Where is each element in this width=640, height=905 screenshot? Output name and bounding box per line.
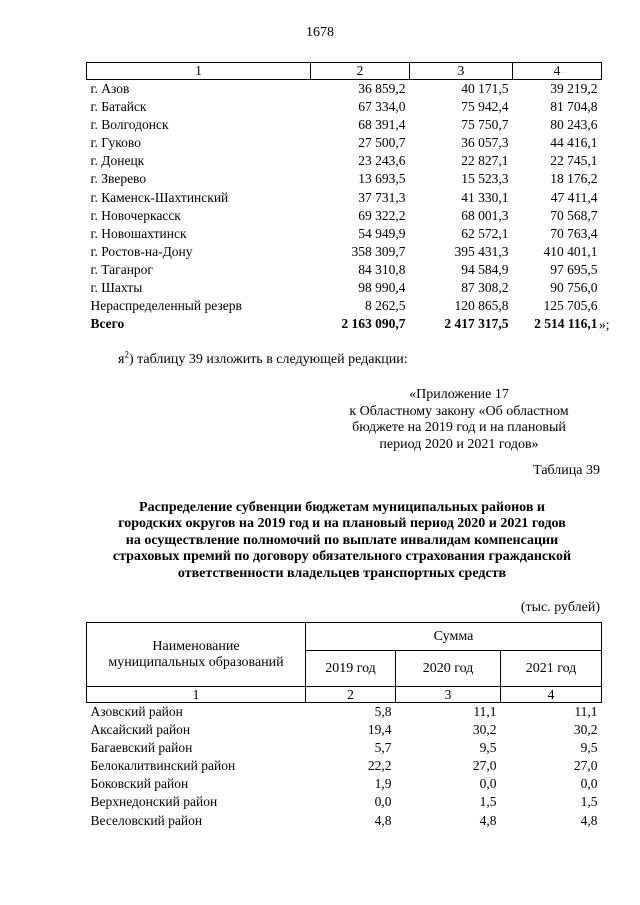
amount-cell: 75 942,4 [461,99,509,115]
amount-cell: 0,0 [374,794,392,810]
header-cell: 3 [410,63,513,80]
amount-cell: 47 411,4 [550,189,598,205]
municipality-cell: г. Новочеркасск [90,207,181,223]
amount-cell: 70 763,4 [550,225,598,241]
amount-cell: 75 750,7 [461,117,509,133]
municipality-cell: г. Шахты [90,280,143,296]
amendment-instruction [118,349,408,368]
table-row [87,225,602,243]
amount-cell: 4,8 [374,812,392,828]
amount-cell: 2 163 090,7 [341,316,406,332]
amount-cell: 90 756,0 [550,280,598,296]
amount-cell: 4,8 [479,812,497,828]
title-line: на осуществление полномочий по выплате инвалидам компенсации [125,532,559,548]
amount-cell: 94 584,9 [461,261,509,277]
column-number-row [87,687,602,703]
amount-cell: 87 308,2 [461,280,509,296]
amendment-superscript: 2 [124,349,129,360]
amount-cell: 9,5 [580,740,598,756]
amount-cell: 41 330,1 [461,189,509,205]
municipality-cell: Азовский район [90,704,183,719]
appendix-reference [318,387,600,453]
municipality-cell: г. Ростов-на-Дону [90,243,193,259]
appendix-line: к Областному закону «Об областном [349,403,569,419]
amount-cell: 19,4 [367,722,392,738]
amount-cell: 358 309,7 [351,243,406,259]
table-row [87,757,602,775]
table-row [87,297,602,315]
table-row [87,134,602,152]
table-row [87,98,602,116]
amount-cell: 62 572,1 [461,225,509,241]
amount-cell: 0,0 [580,776,598,792]
amount-cell: 9,5 [479,740,497,756]
amount-cell: 37 731,3 [358,189,406,205]
title-line: городских округов на 2019 год и на плановый период 2020 и 2021 годов [118,516,566,532]
year-header: 2021 год [501,651,602,687]
table-row [87,721,602,739]
column-number: 4 [501,687,602,703]
amount-cell: 97 695,5 [550,261,598,277]
total-row [87,315,602,333]
page-number: 1678 [306,25,334,40]
appendix-line: период 2020 и 2021 годов» [379,436,539,452]
municipality-cell: г. Азов [90,81,130,96]
amendment-text: ) таблицу 39 изложить в следующей редакции: [128,352,408,367]
amount-cell: 8 262,5 [365,298,406,314]
table-row [87,279,602,297]
amount-cell: 27,0 [472,758,497,774]
amount-cell: 27,0 [573,758,598,774]
year-header: 2020 год [396,651,501,687]
appendix-line: бюджете на 2019 год и на плановый [352,420,566,435]
amount-cell: 2 417 317,5 [444,316,509,332]
table-row [87,170,602,188]
amount-cell: 22 827,1 [461,153,509,169]
table-row [87,261,602,279]
subsidy-table-districts [86,622,602,830]
table-row [87,80,602,99]
amount-cell: 1,9 [374,776,392,792]
table-row [87,207,602,225]
amount-cell: 120 865,8 [454,298,509,314]
amount-cell: 11,1 [473,704,497,719]
amount-cell: 69 322,2 [358,207,406,223]
amount-cell: 22 745,1 [550,153,598,169]
header-line: муниципальных образований [108,654,284,670]
title-line: ответственности владельцев транспортных средств [177,565,507,581]
amount-cell: 5,7 [374,740,392,756]
municipality-cell: г. Гуково [90,135,141,151]
amount-cell: 44 416,1 [550,135,598,151]
amount-cell: 15 523,3 [461,171,509,187]
appendix-line: «Приложение 17 [409,387,509,402]
municipality-cell: Аксайский район [90,722,191,738]
amount-cell: 84 310,8 [358,261,406,277]
municipality-cell: г. Зверево [90,171,147,187]
header-cell: 2 [311,63,410,80]
table-row [87,703,602,722]
amount-cell: 81 704,8 [550,99,598,115]
units-label: (тыс. рублей) [520,600,600,615]
table-header-row [87,623,602,651]
table-label: Таблица 39 [533,463,600,478]
municipality-cell: Веселовский район [90,812,203,828]
municipality-cell: Белокалитвинский район [90,758,236,774]
municipality-cell: Багаевский район [90,740,193,756]
amount-cell: 22,2 [367,758,392,774]
year-header: 2019 год [306,651,396,687]
amount-cell: 395 431,3 [454,243,509,259]
table-title [86,500,598,582]
table-header-row [87,63,602,80]
municipality-cell: г. Донецк [90,153,145,169]
header-cell: 4 [513,63,602,80]
header-cell: 1 [87,63,311,80]
amount-cell: 98 990,4 [358,280,406,296]
amount-cell: 27 500,7 [358,135,406,151]
amount-cell: 54 949,9 [358,225,406,241]
amount-cell: 30,2 [472,722,497,738]
municipality-cell: Верхнедонский район [90,794,218,810]
amount-cell: 36 859,2 [358,81,406,96]
amount-cell: 30,2 [573,722,598,738]
table-row [87,243,602,261]
column-number: 2 [306,687,396,703]
municipality-cell: г. Новошахтинск [90,225,187,241]
municipality-column-header [87,623,306,687]
table-row [87,739,602,757]
amount-cell: 68 001,3 [461,207,509,223]
header-line: Наименование [152,639,240,654]
amount-cell: 5,8 [374,704,392,719]
amount-cell: 2 514 116,1 [534,316,598,332]
amount-cell: 23 243,6 [358,153,406,169]
amount-cell: 18 176,2 [550,171,598,187]
amount-cell: 67 334,0 [358,99,406,115]
municipality-cell: г. Батайск [90,99,147,115]
table-row [87,189,602,207]
title-line: Распределение субвенции бюджетам муниципальных районов и [139,500,545,515]
amount-cell: 13 693,5 [358,171,406,187]
amount-cell: 39 219,2 [550,81,598,96]
subsidy-table-cities [86,62,602,333]
amount-cell: 1,5 [479,794,497,810]
amount-cell: 4,8 [580,812,598,828]
amount-cell: 11,1 [574,704,598,719]
table-row [87,775,602,793]
column-number: 3 [396,687,501,703]
amount-cell: 0,0 [479,776,497,792]
amount-cell: 125 705,6 [543,298,598,314]
municipality-cell: г. Таганрог [90,261,153,277]
amount-cell: 410 401,1 [543,243,598,259]
amendment-letter: я [118,352,125,367]
column-number: 1 [87,687,306,703]
amount-cell: 68 391,4 [358,117,406,133]
amount-cell: 36 057,3 [461,135,509,151]
table-row [87,793,602,811]
title-line: страховых премий по договору обязательного страхования гражданской [112,549,572,565]
total-closing-quote: »; [599,317,610,332]
municipality-cell: Всего [90,316,125,332]
municipality-cell: Нераспределенный резерв [90,298,242,314]
sum-column-header: Сумма [306,623,602,651]
municipality-cell: г. Волгодонск [90,117,169,133]
table-row [87,812,602,830]
table-row [87,152,602,170]
amount-cell: 70 568,7 [550,207,598,223]
municipality-cell: г. Каменск-Шахтинский [90,189,229,205]
table-row [87,116,602,134]
amount-cell: 80 243,6 [550,117,598,133]
municipality-cell: Боковский район [90,776,189,792]
amount-cell: 1,5 [580,794,598,810]
amount-cell: 40 171,5 [461,81,509,96]
